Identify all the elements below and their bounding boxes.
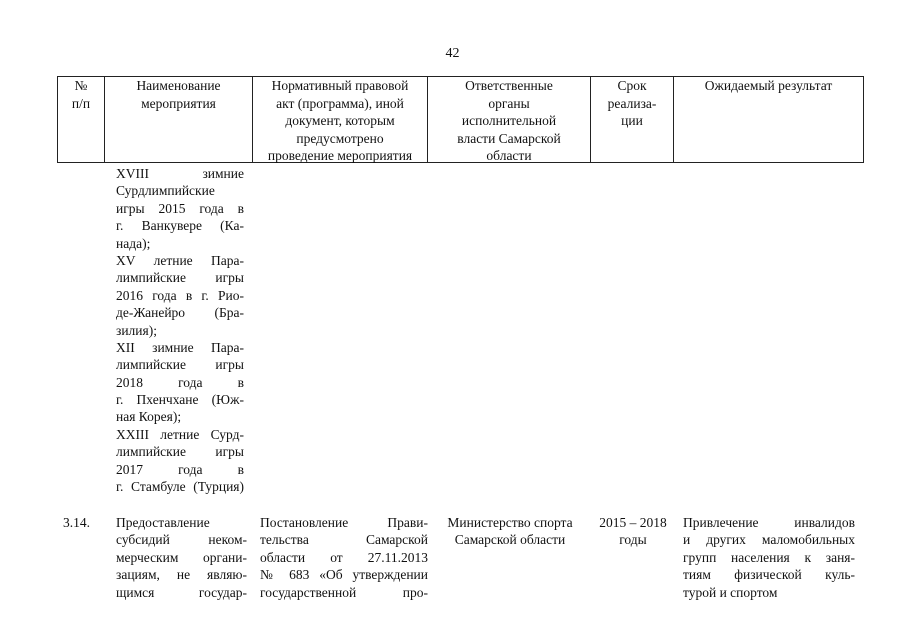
header-term: Срок реализа- ции [607,78,657,129]
row-responsible [432,514,588,549]
list-item: лимпийские игры [116,270,244,286]
result-line: турой и спортом [683,584,778,600]
list-item: XXIII летние Сурд- [116,426,244,442]
name-line: зациям, не являю- [116,567,247,583]
list-item: ная Корея); [116,409,182,425]
result-line: групп населения к заня- [683,549,855,565]
list-item: XII зимние Пара- [116,339,244,355]
act-line: Постановление Прави- [260,515,428,530]
list-item: г. Пхенчхане (Юж- [116,392,244,408]
name-line: Предоставление [116,515,210,530]
col-border-6 [863,76,864,163]
act-line: № 683 «Об утверждении [260,567,428,583]
responsible-line: Самарской области [454,532,566,548]
act-line: тельства Самарской [260,532,428,548]
name-line: щимся государ- [116,584,247,600]
act-line: государственной про- [260,584,428,600]
list-item: нада); [116,235,151,251]
result-line: и других маломобильных [683,532,855,548]
result-line: тиям физической куль- [683,567,855,583]
header-name: Наименование мероприятия [136,78,221,111]
list-item: 2017 года в [116,461,244,477]
result-line: Привлечение инвалидов [683,515,855,530]
header-num: № п/п [71,78,91,111]
list-item: 2016 года в г. Рио- [116,287,244,303]
list-item: г. Стамбуле (Турция) [116,479,244,495]
row-result [683,514,855,601]
header-result: Ожидаемый результат [704,78,833,93]
row-term: 2015 – 2018 годы [599,515,667,548]
list-item: Сурдлимпийские [116,183,215,199]
list-item: лимпийские игры [116,444,244,460]
list-item: XV летние Пара- [116,252,244,268]
list-item: 2018 года в [116,374,244,390]
row-act [260,514,428,601]
act-line: области от 27.11.2013 [260,549,428,565]
list-item: лимпийские игры [116,357,244,373]
list-item: г. Ванкувере (Ка- [116,218,244,234]
list-item: де-Жанейро (Бра- [116,305,244,321]
row-number: 3.14. [63,515,90,530]
header-act: Нормативный правовой акт (программа), иной документ, которым предусмотрено проведение мероприятия [267,78,413,164]
row-name [116,514,247,601]
header-responsible: Ответственные органы исполнительной власти Самарской области [457,78,561,164]
name-line: субсидий неком- [116,532,247,548]
name-line: мерческим органи- [116,549,247,565]
page-number: 42 [445,46,460,61]
responsible-line: Министерство спорта [447,515,573,530]
list-item: зилия); [116,322,157,338]
list-item: игры 2015 года в [116,200,244,216]
list-item: XVIII зимние [116,166,244,181]
previous-row-continuation [116,165,244,495]
